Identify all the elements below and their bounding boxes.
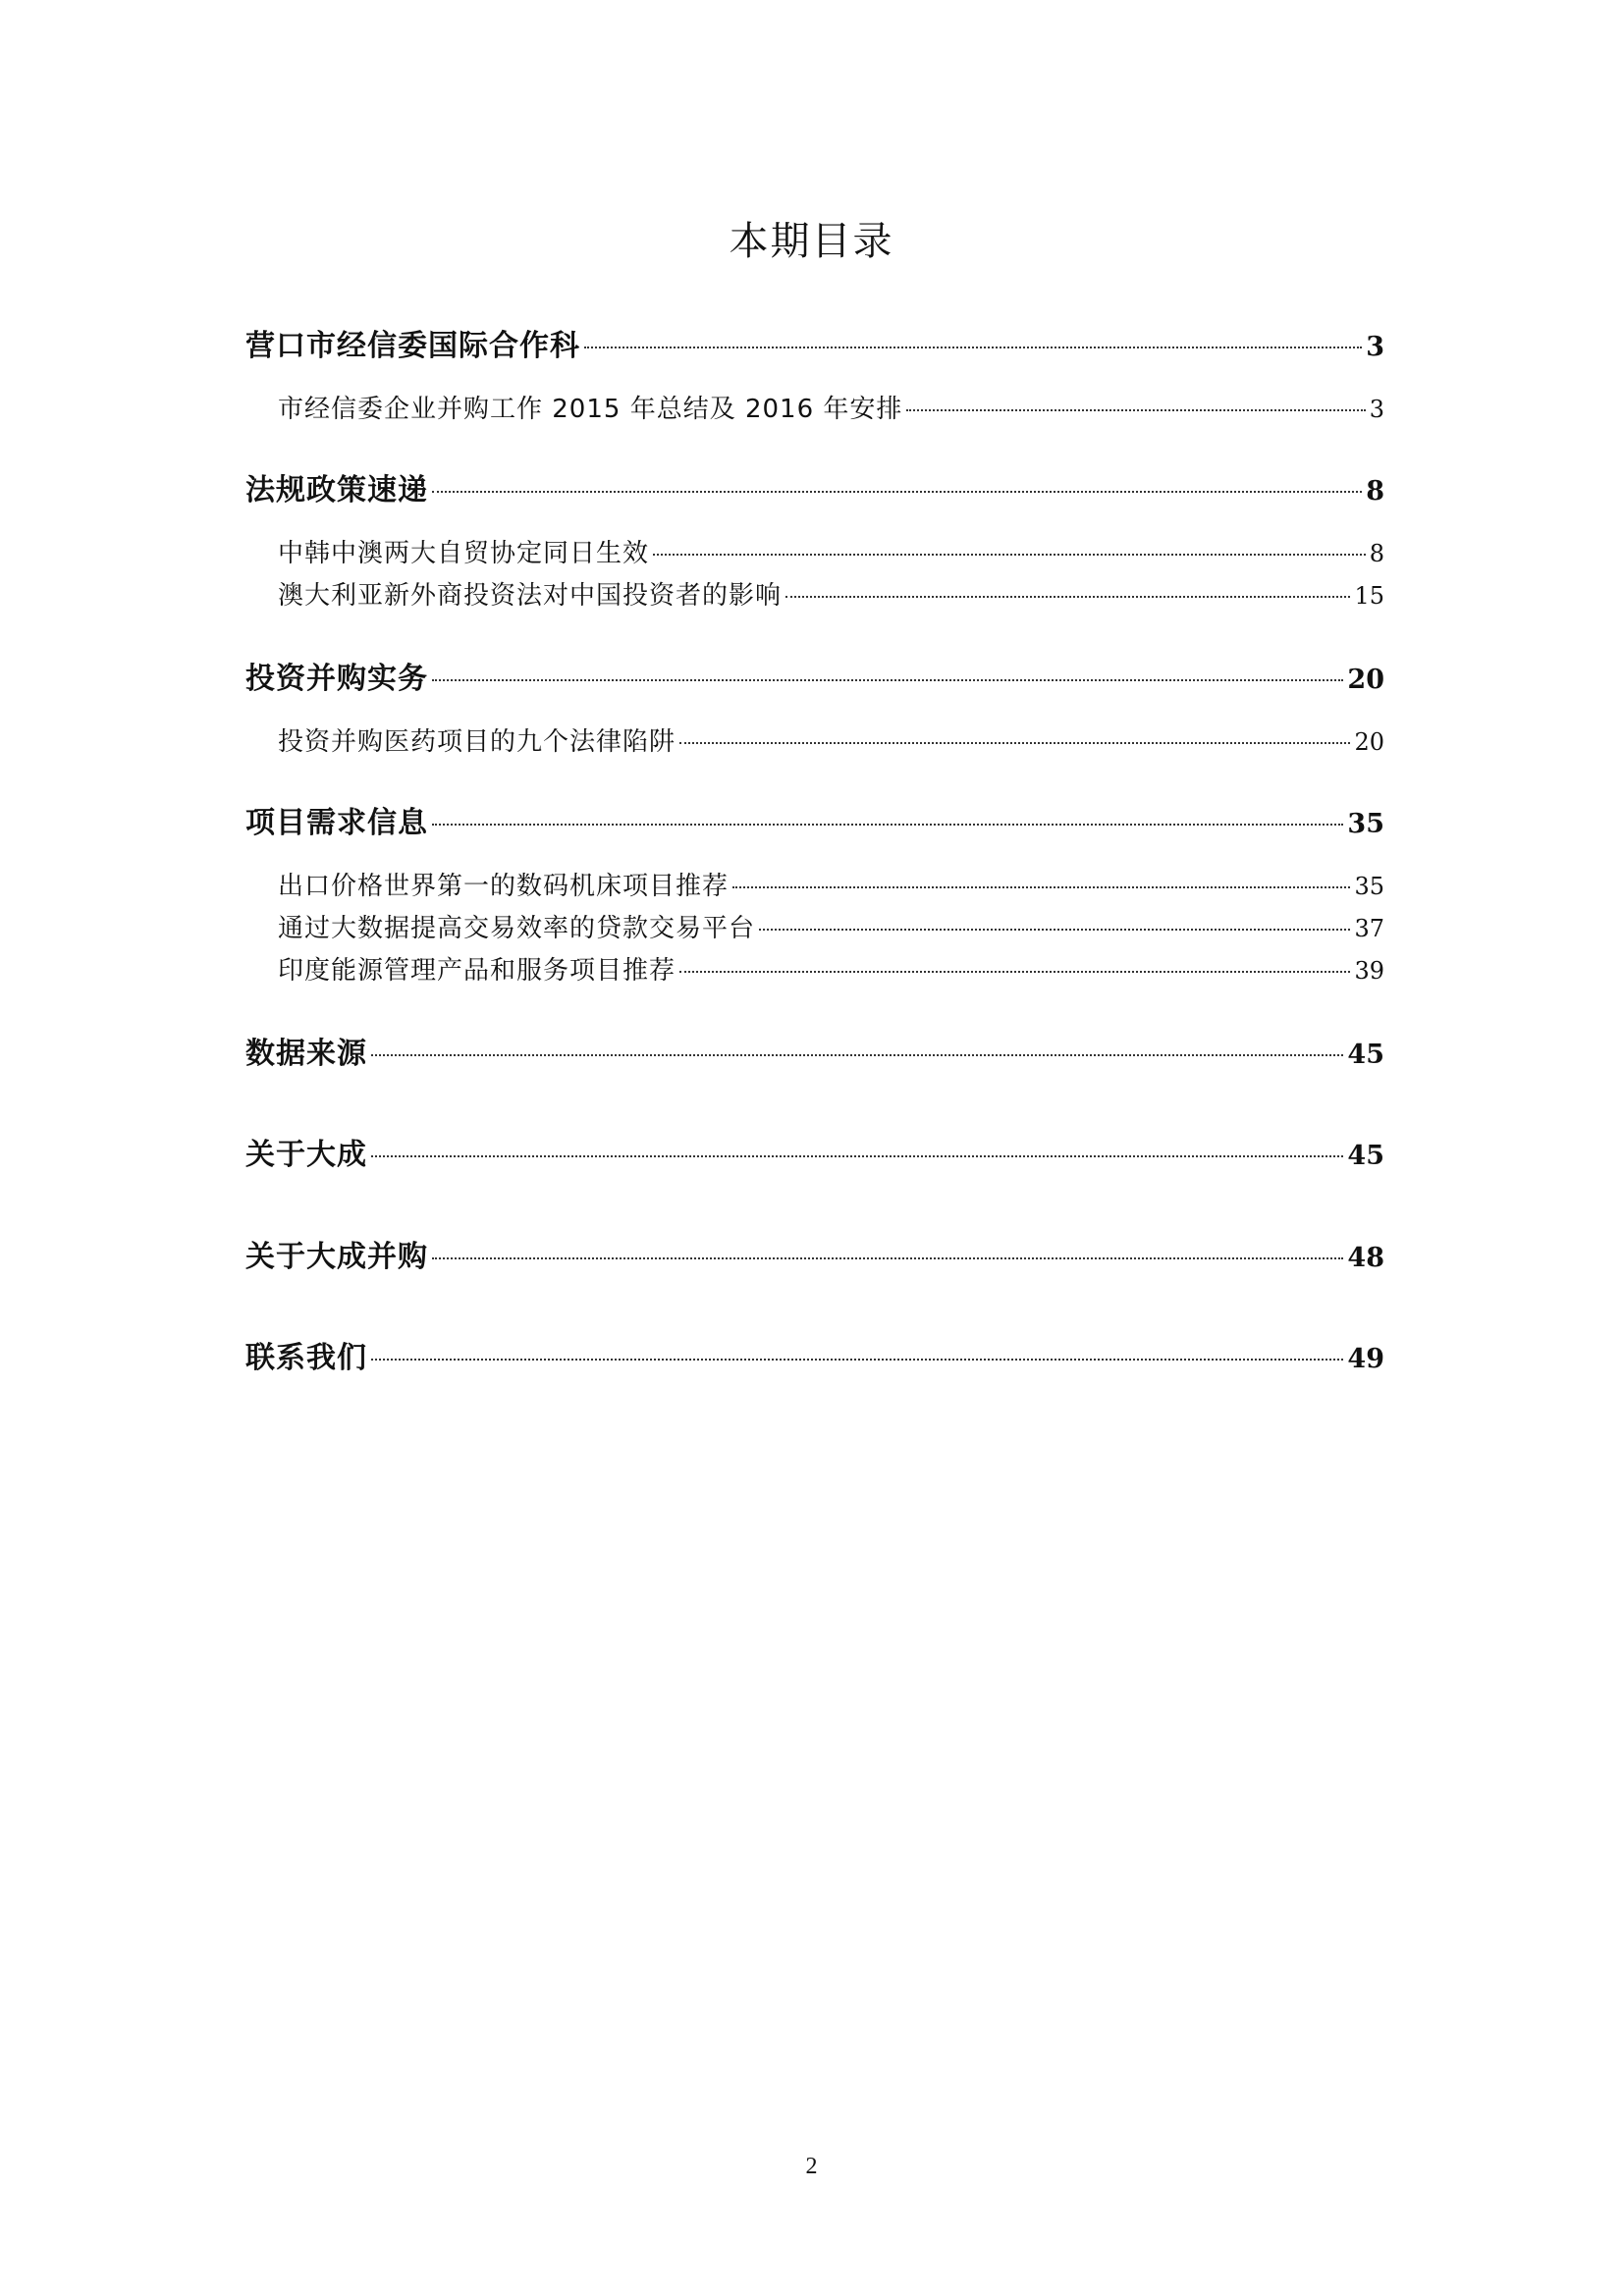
toc-section-label: 投资并购实务 bbox=[245, 662, 428, 696]
toc-entry-label: 市经信委企业并购工作 2015 年总结及 2016 年安排 bbox=[278, 395, 903, 424]
toc-section-page: 35 bbox=[1347, 809, 1384, 839]
page-number: 2 bbox=[805, 2154, 818, 2179]
toc-entry-label: 投资并购医药项目的九个法律陷阱 bbox=[278, 727, 676, 757]
toc-section-label: 法规政策速递 bbox=[245, 473, 428, 507]
toc-section-page: 48 bbox=[1347, 1243, 1384, 1273]
toc-entry-1-0[interactable] bbox=[278, 535, 1384, 572]
toc-entry-3-0[interactable] bbox=[278, 868, 1384, 905]
toc-entry-2-0[interactable] bbox=[278, 723, 1384, 761]
toc-section-page: 49 bbox=[1347, 1344, 1384, 1374]
toc-section-7[interactable] bbox=[245, 1337, 1384, 1380]
toc-section-page: 3 bbox=[1366, 332, 1384, 362]
toc-section-2[interactable] bbox=[245, 658, 1384, 701]
toc-entry-page: 3 bbox=[1369, 396, 1384, 423]
toc-entry-1-1[interactable] bbox=[278, 577, 1384, 614]
toc-section-label: 联系我们 bbox=[245, 1341, 367, 1375]
toc-entry-page: 8 bbox=[1369, 540, 1384, 567]
toc-section-page: 45 bbox=[1347, 1040, 1384, 1070]
dot-leader bbox=[432, 679, 1343, 681]
dot-leader bbox=[785, 596, 1350, 598]
dot-leader bbox=[906, 409, 1365, 411]
toc-section-page: 8 bbox=[1366, 476, 1384, 507]
dot-leader bbox=[679, 742, 1350, 744]
toc-entry-3-2[interactable] bbox=[278, 952, 1384, 989]
toc-section-label: 项目需求信息 bbox=[245, 806, 428, 840]
dot-leader bbox=[371, 1054, 1343, 1056]
toc-entry-page: 39 bbox=[1354, 957, 1384, 985]
dot-leader bbox=[759, 929, 1350, 931]
toc-section-5[interactable] bbox=[245, 1134, 1384, 1177]
dot-leader bbox=[653, 554, 1366, 556]
toc-title: 本期目录 bbox=[729, 219, 894, 264]
toc-entry-page: 35 bbox=[1354, 873, 1384, 900]
toc-entry-0-0[interactable] bbox=[278, 391, 1384, 428]
toc-section-3[interactable] bbox=[245, 802, 1384, 845]
dot-leader bbox=[432, 491, 1362, 493]
toc-section-6[interactable] bbox=[245, 1236, 1384, 1279]
dot-leader bbox=[432, 824, 1343, 826]
toc-entry-label: 印度能源管理产品和服务项目推荐 bbox=[278, 956, 676, 986]
dot-leader bbox=[679, 971, 1350, 973]
toc-entry-label: 澳大利亚新外商投资法对中国投资者的影响 bbox=[278, 581, 783, 611]
toc-section-0[interactable] bbox=[245, 325, 1384, 368]
toc-section-page: 45 bbox=[1347, 1141, 1384, 1171]
toc-section-label: 营口市经信委国际合作科 bbox=[245, 329, 580, 363]
dot-leader bbox=[432, 1257, 1343, 1259]
toc-section-label: 数据来源 bbox=[245, 1037, 367, 1071]
dot-leader bbox=[371, 1359, 1343, 1361]
dot-leader bbox=[371, 1155, 1343, 1157]
toc-entry-label: 中韩中澳两大自贸协定同日生效 bbox=[278, 539, 650, 568]
toc-entry-page: 15 bbox=[1354, 582, 1384, 610]
toc-entry-label: 通过大数据提高交易效率的贷款交易平台 bbox=[278, 914, 756, 943]
table-of-contents bbox=[245, 0, 1384, 1472]
dot-leader bbox=[584, 347, 1362, 348]
toc-section-label: 关于大成并购 bbox=[245, 1240, 428, 1274]
toc-section-4[interactable] bbox=[245, 1033, 1384, 1076]
toc-section-1[interactable] bbox=[245, 469, 1384, 512]
toc-section-label: 关于大成 bbox=[245, 1138, 367, 1172]
toc-entry-page: 20 bbox=[1354, 728, 1384, 756]
dot-leader bbox=[732, 886, 1350, 888]
toc-entry-3-1[interactable] bbox=[278, 910, 1384, 947]
toc-entry-page: 37 bbox=[1354, 915, 1384, 942]
toc-entry-label: 出口价格世界第一的数码机床项目推荐 bbox=[278, 872, 730, 901]
toc-section-page: 20 bbox=[1347, 665, 1384, 695]
